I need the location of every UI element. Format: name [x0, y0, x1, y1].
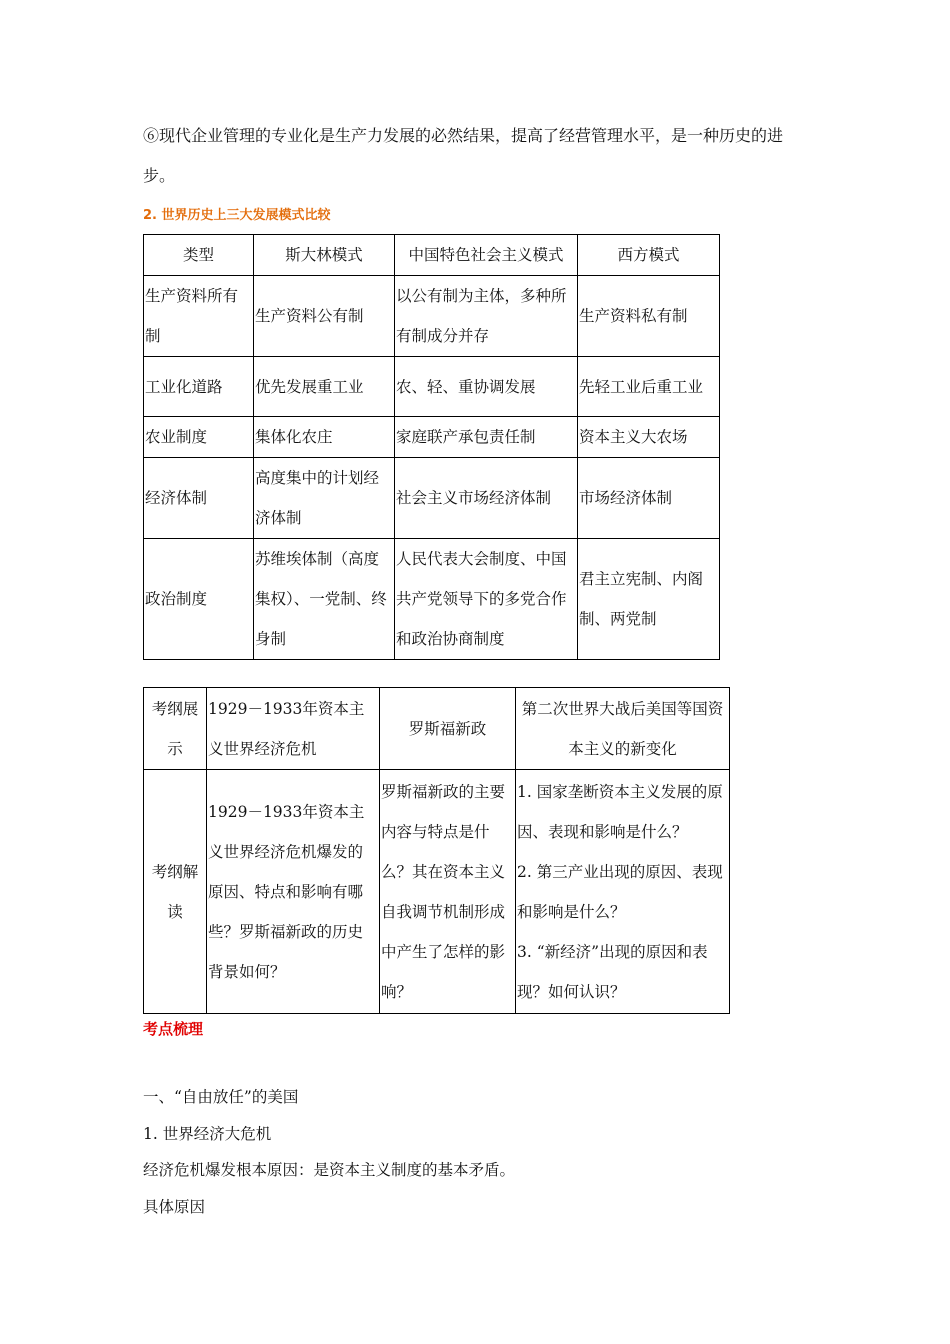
kaodian-title: 考点梳理 [143, 1020, 204, 1038]
exam-outline-table [143, 687, 730, 1014]
row-label: 工业化道路 [144, 357, 254, 417]
question-item: 1. 国家垄断资本主义发展的原因、表现和影响是什么？ [517, 782, 723, 841]
table-cell: 1929－1933年资本主义世界经济危机 [207, 688, 380, 770]
table-row [144, 276, 720, 357]
table-cell [516, 770, 730, 1014]
table-cell: 农、轻、重协调发展 [395, 357, 578, 417]
intro-paragraph: ⑥现代企业管理的专业化是生产力发展的必然结果，提高了经营管理水平，是一种历史的进步。 [143, 126, 784, 185]
section-title: 2. 世界历史上三大发展模式比较 [143, 208, 331, 223]
header-cell: 中国特色社会主义模式 [395, 235, 578, 276]
table-cell: 君主立宪制、内阁制、两党制 [578, 539, 720, 660]
row-label: 考纲展示 [144, 688, 207, 770]
body-text: 经济危机爆发根本原因：是资本主义制度的基本矛盾。 [143, 1161, 516, 1179]
row-label: 考纲解读 [144, 770, 207, 1014]
header-cell: 西方模式 [578, 235, 720, 276]
row-label: 经济体制 [144, 458, 254, 539]
table-row [144, 539, 720, 660]
table-cell: 市场经济体制 [578, 458, 720, 539]
development-models-table [143, 234, 720, 660]
table-cell: 资本主义大农场 [578, 417, 720, 458]
table-cell: 第二次世界大战后美国等国资本主义的新变化 [516, 688, 730, 770]
table-cell: 家庭联产承包责任制 [395, 417, 578, 458]
table-cell: 集体化农庄 [254, 417, 395, 458]
table-cell: 生产资料公有制 [254, 276, 395, 357]
question-item: 2. 第三产业出现的原因、表现和影响是什么？ [517, 862, 723, 921]
interpretation-row [144, 770, 730, 1014]
table-cell: 社会主义市场经济体制 [395, 458, 578, 539]
row-label: 农业制度 [144, 417, 254, 458]
table-cell: 以公有制为主体，多种所有制成分并存 [395, 276, 578, 357]
table-row [144, 357, 720, 417]
table-cell: 罗斯福新政 [380, 688, 516, 770]
table-cell: 苏维埃体制（高度集权）、一党制、终身制 [254, 539, 395, 660]
table-cell: 罗斯福新政的主要内容与特点是什么？其在资本主义自我调节机制形成中产生了怎样的影响？ [380, 770, 516, 1014]
table-cell: 优先发展重工业 [254, 357, 395, 417]
table-cell: 1929－1933年资本主义世界经济危机爆发的原因、特点和影响有哪些？罗斯福新政的历史背景如何？ [207, 770, 380, 1014]
section-heading: 一、“自由放任”的美国 [143, 1088, 299, 1106]
table-header-row [144, 235, 720, 276]
table-cell: 先轻工业后重工业 [578, 357, 720, 417]
outline-row [144, 688, 730, 770]
table-cell: 人民代表大会制度、中国共产党领导下的多党合作和政治协商制度 [395, 539, 578, 660]
table-cell: 生产资料私有制 [578, 276, 720, 357]
header-cell: 斯大林模式 [254, 235, 395, 276]
row-label: 生产资料所有制 [144, 276, 254, 357]
table-row [144, 458, 720, 539]
header-cell: 类型 [144, 235, 254, 276]
row-label: 政治制度 [144, 539, 254, 660]
subsection-heading: 1. 世界经济大危机 [143, 1125, 272, 1143]
question-item: 3. “新经济”出现的原因和表现？如何认识？ [517, 942, 708, 1001]
table-row [144, 417, 720, 458]
body-text: 具体原因 [143, 1198, 206, 1216]
table-cell: 高度集中的计划经济体制 [254, 458, 395, 539]
